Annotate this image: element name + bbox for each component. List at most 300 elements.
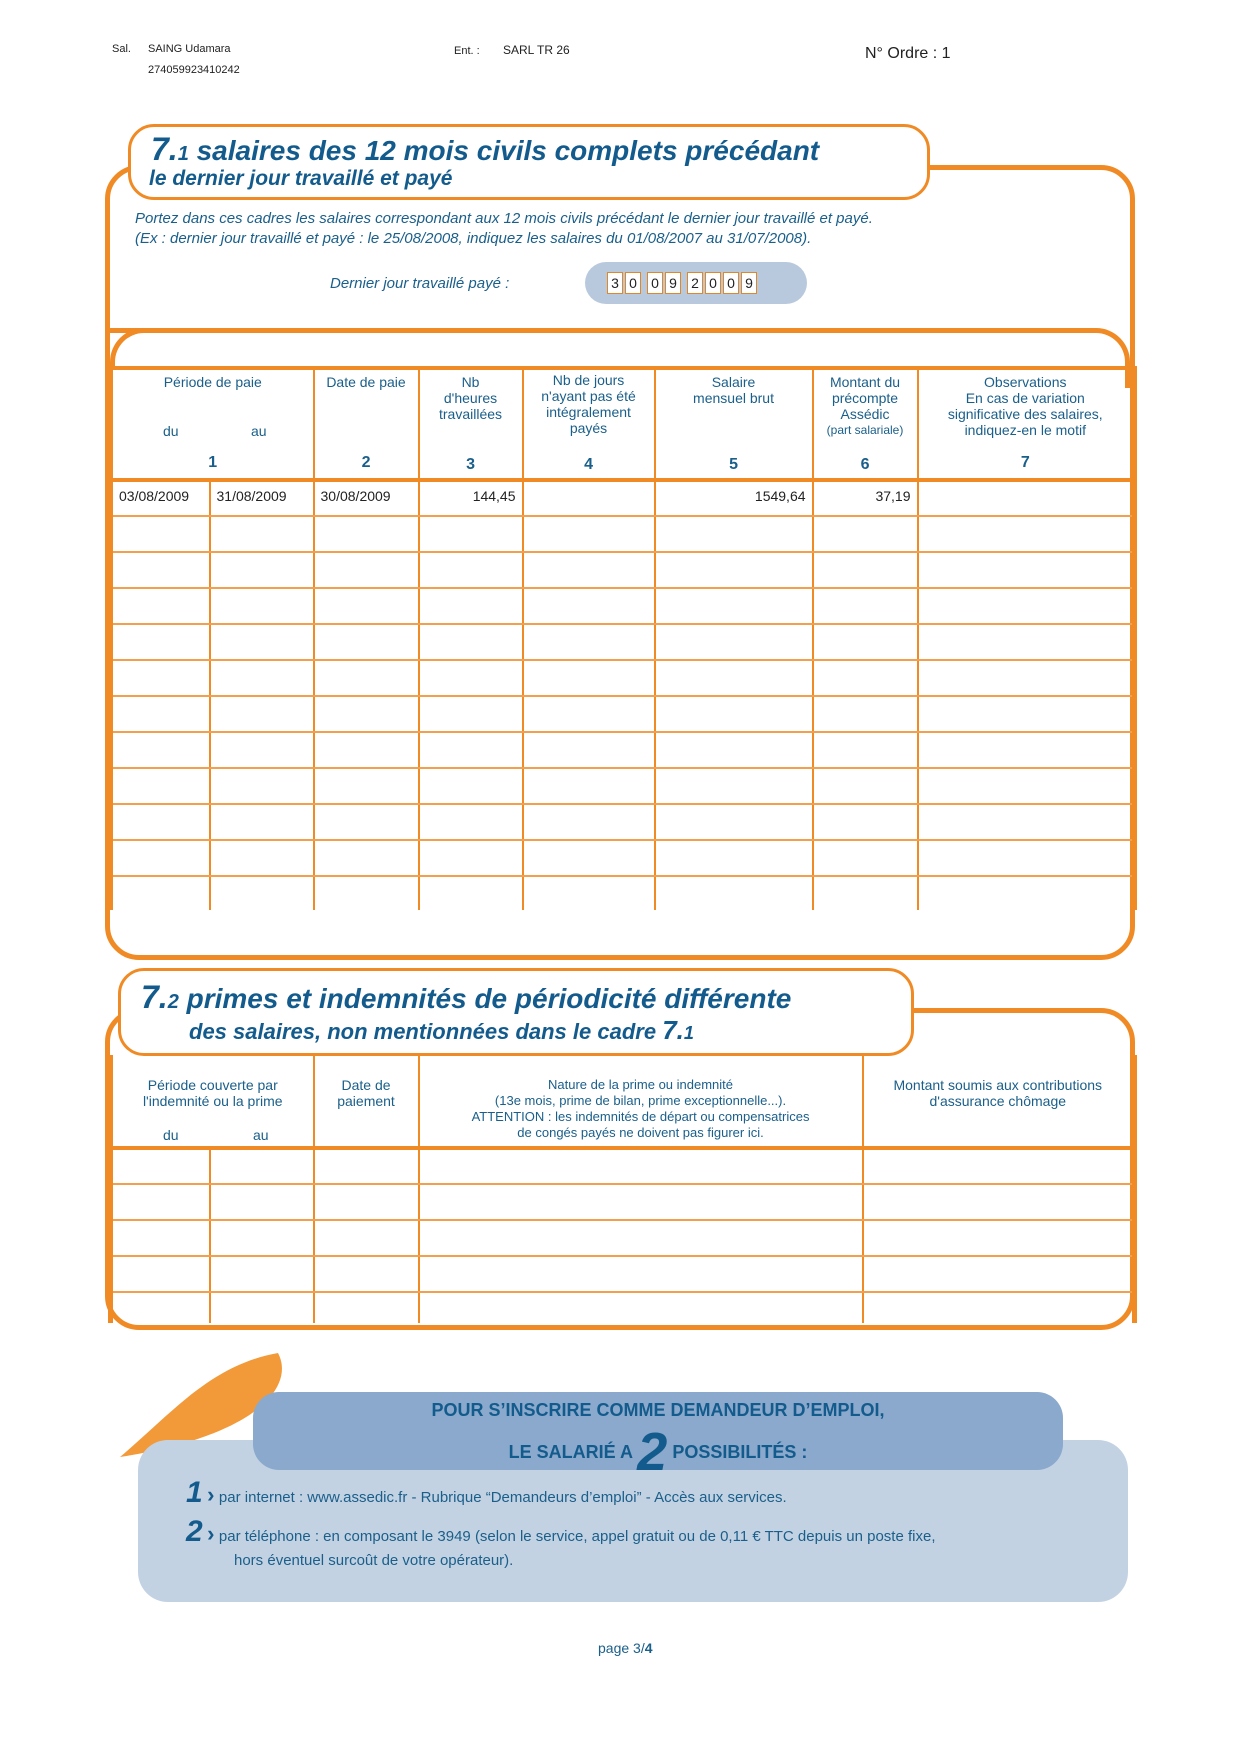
order-number: N° Ordre : 1 (865, 45, 951, 62)
salary-cell-value: 30/08/2009 (320, 488, 391, 504)
salary-cell-value (315, 697, 418, 727)
salary-cell-salaire[interactable] (655, 840, 813, 876)
col-header-precompte-line: Assédic (840, 406, 890, 422)
salary-cell-value (524, 482, 654, 512)
page-number-total: 4 (644, 1640, 653, 1656)
bonus-cell-value (420, 1221, 862, 1251)
col-header-jours-line: n'ayant pas été (541, 388, 636, 404)
salary-cell-value (814, 841, 917, 871)
section-72-title-line2-text: des salaires, non mentionnées dans le cadre (189, 1019, 663, 1044)
salary-cell-observations[interactable] (918, 552, 1135, 588)
bonus-cell-au[interactable] (210, 1184, 314, 1220)
bonus-cell-montant[interactable] (863, 1292, 1135, 1323)
salary-cell-value (113, 697, 209, 727)
salary-row (111, 480, 1135, 516)
banner-item-phone (186, 1515, 936, 1549)
bonus-cell-value (315, 1221, 418, 1251)
bonus-col-header-periode (111, 1055, 314, 1148)
col-header-heures-line: Nb (461, 374, 480, 390)
col-header-observations-line: Observations (984, 374, 1067, 390)
last-day-digit[interactable]: 3 (607, 272, 623, 294)
salary-cell-value (315, 625, 418, 655)
salary-cell-heures[interactable] (419, 732, 523, 768)
salary-cell-observations[interactable] (918, 840, 1135, 876)
salary-cell-value (315, 805, 418, 835)
salary-cell-salaire[interactable] (655, 480, 813, 516)
salary-cell-jours[interactable] (523, 768, 655, 804)
salary-cell-value (814, 553, 917, 583)
salary-row (111, 768, 1135, 804)
salary-row (111, 552, 1135, 588)
salary-cell-jours[interactable] (523, 552, 655, 588)
employer-label: Ent. : (454, 45, 480, 57)
bonus-cell-value (864, 1293, 1133, 1323)
salary-cell-value (656, 805, 812, 835)
salary-cell-au[interactable] (210, 624, 314, 660)
salary-cell-au[interactable] (210, 516, 314, 552)
bonus-cell-value (315, 1150, 418, 1180)
salary-cell-observations[interactable] (918, 804, 1135, 840)
bonus-cell-du[interactable] (111, 1256, 210, 1292)
salary-cell-precompte[interactable] (813, 768, 918, 804)
salary-cell-value (315, 589, 418, 619)
salary-cell-jours[interactable] (523, 624, 655, 660)
salary-table-header (111, 368, 1135, 480)
salary-cell-du[interactable] (111, 840, 210, 876)
bonus-col-header-periode-line: Période couverte par (147, 1077, 278, 1093)
bonus-cell-date[interactable] (314, 1256, 419, 1292)
salary-cell-observations[interactable] (918, 696, 1135, 732)
salary-cell-value (524, 841, 654, 871)
salary-cell-date-paie[interactable] (314, 768, 419, 804)
salary-cell-precompte[interactable] (813, 480, 918, 516)
last-day-digit[interactable]: 0 (723, 272, 739, 294)
bonus-cell-montant[interactable] (863, 1148, 1135, 1184)
last-day-digits (607, 272, 759, 294)
bonus-cell-au[interactable] (210, 1220, 314, 1256)
salary-cell-value (919, 697, 1133, 727)
bonus-col-header-nature (419, 1055, 863, 1148)
salary-cell-du[interactable] (111, 588, 210, 624)
bonus-cell-value (420, 1150, 862, 1180)
salary-cell-heures[interactable] (419, 876, 523, 910)
bonus-col-header-periode-line: l'indemnité ou la prime (142, 1093, 283, 1109)
salary-cell-date-paie[interactable] (314, 732, 419, 768)
salary-cell-du[interactable] (111, 732, 210, 768)
salary-cell-precompte[interactable] (813, 588, 918, 624)
bonus-cell-du[interactable] (111, 1148, 210, 1184)
salary-cell-value (814, 877, 917, 907)
bonus-cell-au[interactable] (210, 1292, 314, 1323)
salary-cell-value (919, 805, 1133, 835)
bonus-cell-montant[interactable] (863, 1256, 1135, 1292)
bonus-cell-date[interactable] (314, 1292, 419, 1323)
col-header-heures (419, 368, 523, 480)
col-header-observations-line: En cas de variation (965, 390, 1085, 406)
bonus-cell-montant[interactable] (863, 1220, 1135, 1256)
salary-cell-precompte[interactable] (813, 516, 918, 552)
banner-item-text-continued: hors éventuel surcoût de votre opérateur). (234, 1552, 514, 1569)
salary-cell-du[interactable] (111, 660, 210, 696)
salary-cell-salaire[interactable] (655, 624, 813, 660)
salary-cell-jours[interactable] (523, 840, 655, 876)
bonus-cell-au[interactable] (210, 1148, 314, 1184)
salary-cell-value (919, 841, 1133, 871)
salary-cell-value (919, 661, 1133, 691)
salary-cell-value (524, 661, 654, 691)
salary-cell-salaire[interactable] (655, 732, 813, 768)
salary-cell-heures[interactable] (419, 552, 523, 588)
section-71-intro-line2: (Ex : dernier jour travaillé et payé : le 25/08/2008, indiquez les salaires du 01/08/2007 au 31/07/2008). (135, 230, 812, 247)
salary-cell-value (113, 841, 209, 871)
col-header-precompte-line: (part salariale) (826, 423, 904, 437)
salary-cell-heures[interactable] (419, 804, 523, 840)
bonus-cell-value (864, 1185, 1133, 1215)
salary-cell-jours[interactable] (523, 876, 655, 910)
salary-row (111, 624, 1135, 660)
bonus-cell-value (420, 1185, 862, 1215)
salary-cell-date-paie[interactable] (314, 516, 419, 552)
bonus-col-header-nature-line: Nature de la prime ou indemnité (548, 1077, 734, 1092)
salary-cell-heures[interactable] (419, 840, 523, 876)
salary-cell-du[interactable] (111, 624, 210, 660)
salary-row (111, 660, 1135, 696)
salary-cell-observations[interactable] (918, 516, 1135, 552)
salary-cell-salaire[interactable] (655, 696, 813, 732)
bonus-cell-value (211, 1293, 313, 1323)
salary-cell-value (919, 553, 1133, 583)
salary-cell-value (315, 733, 418, 763)
last-day-digit[interactable]: 0 (705, 272, 721, 294)
col-header-salaire (655, 368, 813, 480)
salary-cell-observations[interactable] (918, 588, 1135, 624)
salary-cell-value (315, 769, 418, 799)
col-number-7: 7 (1020, 454, 1030, 471)
salary-cell-au[interactable] (210, 804, 314, 840)
salary-cell-date-paie[interactable] (314, 480, 419, 516)
salary-cell-value (420, 517, 522, 547)
salary-cell-du[interactable] (111, 516, 210, 552)
salary-cell-value (113, 517, 209, 547)
salary-row (111, 876, 1135, 910)
col-header-heures-line: d'heures (443, 390, 498, 406)
salary-cell-heures[interactable] (419, 696, 523, 732)
page-number-label: page 3/ (598, 1640, 645, 1656)
bonus-cell-nature[interactable] (419, 1184, 863, 1220)
salary-cell-du[interactable] (111, 552, 210, 588)
col-header-observations-line: indiquez-en le motif (964, 422, 1086, 438)
bonus-table-header (111, 1055, 1135, 1148)
salary-cell-salaire[interactable] (655, 660, 813, 696)
salary-cell-jours[interactable] (523, 660, 655, 696)
salary-row (111, 588, 1135, 624)
col-header-precompte-line: Montant du (829, 374, 901, 390)
salary-cell-value: 37,19 (875, 488, 911, 504)
bonus-cell-value (211, 1185, 313, 1215)
salary-cell-value (656, 769, 812, 799)
employer-name: SARL TR 26 (503, 43, 570, 57)
salary-cell-value (524, 625, 654, 655)
salary-cell-value (211, 697, 313, 727)
salary-cell-value (315, 517, 418, 547)
col-header-observations-line: significative des salaires, (947, 406, 1103, 422)
salary-cell-au[interactable] (210, 768, 314, 804)
section-72-title-box (118, 968, 914, 1056)
section-72-ref-sub: 1 (683, 1023, 694, 1043)
banner-title-line1: POUR S’INSCRIRE COMME DEMANDEUR D’EMPLOI, (431, 1400, 885, 1420)
salary-cell-observations[interactable] (918, 624, 1135, 660)
salary-cell-date-paie[interactable] (314, 552, 419, 588)
salary-cell-value (656, 697, 812, 727)
salary-cell-value (524, 877, 654, 907)
salary-cell-value (524, 517, 654, 547)
salary-cell-value (814, 769, 917, 799)
salary-cell-salaire[interactable] (655, 552, 813, 588)
salary-cell-value (315, 553, 418, 583)
bonus-cell-value (113, 1185, 209, 1215)
banner-big-number: 2 (637, 1422, 668, 1482)
salary-cell-salaire[interactable] (655, 768, 813, 804)
bonus-col-header-date-line: paiement (337, 1093, 395, 1109)
salary-cell-heures[interactable] (419, 516, 523, 552)
last-day-digit[interactable]: 9 (741, 272, 757, 294)
bonus-table (108, 1055, 1137, 1323)
salary-row (111, 804, 1135, 840)
col-header-jours-line: intégralement (546, 404, 631, 420)
bonus-cell-value (211, 1150, 313, 1180)
bonus-col-header-au: au (253, 1127, 269, 1143)
salary-cell-observations[interactable] (918, 768, 1135, 804)
bonus-cell-value (211, 1221, 313, 1251)
salary-cell-heures[interactable] (419, 624, 523, 660)
last-day-digit[interactable]: 0 (647, 272, 663, 294)
salary-cell-observations[interactable] (918, 660, 1135, 696)
salary-cell-value (420, 553, 522, 583)
bonus-cell-du[interactable] (111, 1292, 210, 1323)
salary-cell-observations[interactable] (918, 876, 1135, 910)
bonus-cell-au[interactable] (210, 1256, 314, 1292)
salary-cell-value (919, 589, 1133, 619)
last-day-field[interactable] (585, 262, 807, 304)
salary-cell-jours[interactable] (523, 732, 655, 768)
salary-cell-value (656, 841, 812, 871)
salary-cell-value (919, 625, 1133, 655)
col-header-periode-label: Période de paie (163, 374, 262, 390)
salary-cell-value (420, 589, 522, 619)
salary-cell-date-paie[interactable] (314, 588, 419, 624)
last-day-digit[interactable]: 9 (665, 272, 681, 294)
salary-cell-date-paie[interactable] (314, 876, 419, 910)
salary-cell-value (919, 482, 1133, 512)
salary-cell-salaire[interactable] (655, 804, 813, 840)
bonus-cell-nature[interactable] (419, 1292, 863, 1323)
bonus-table-body (111, 1148, 1135, 1323)
salary-cell-au[interactable] (210, 840, 314, 876)
salary-cell-precompte[interactable] (813, 552, 918, 588)
banner-title-line2-after: POSSIBILITÉS : (667, 1442, 808, 1462)
banner-title-line2-before: LE SALARIÉ A (508, 1442, 638, 1462)
salary-cell-value (919, 769, 1133, 799)
salary-cell-salaire[interactable] (655, 588, 813, 624)
bonus-cell-value (315, 1257, 418, 1287)
salary-cell-date-paie[interactable] (314, 696, 419, 732)
salary-cell-value: 03/08/2009 (119, 488, 190, 504)
salary-cell-heures[interactable] (419, 768, 523, 804)
salary-row (111, 732, 1135, 768)
bonus-row (111, 1292, 1135, 1323)
bonus-cell-date[interactable] (314, 1220, 419, 1256)
bonus-cell-nature[interactable] (419, 1256, 863, 1292)
bonus-cell-nature[interactable] (419, 1220, 863, 1256)
salary-cell-value (919, 877, 1133, 907)
salary-cell-precompte[interactable] (813, 840, 918, 876)
employee-number: 274059923410242 (148, 64, 240, 76)
salary-cell-value (524, 733, 654, 763)
salary-cell-precompte[interactable] (813, 660, 918, 696)
salary-cell-value (524, 769, 654, 799)
salary-cell-value (211, 841, 313, 871)
banner-item-text: par internet : www.assedic.fr - Rubrique “Demandeurs d’emploi” - Accès aux services. (218, 1489, 787, 1506)
salary-cell-value (211, 733, 313, 763)
section-71-title-line2: le dernier jour travaillé et payé (149, 167, 453, 190)
employee-name: SAING Udamara (148, 43, 231, 55)
banner-item-number: 2 (186, 1515, 203, 1548)
bonus-row (111, 1148, 1135, 1184)
col-header-jours-line: Nb de jours (552, 372, 625, 388)
salary-cell-au[interactable] (210, 696, 314, 732)
bonus-cell-value (864, 1150, 1133, 1180)
salary-cell-value (656, 553, 812, 583)
salary-cell-value (656, 625, 812, 655)
bonus-cell-date[interactable] (314, 1184, 419, 1220)
salary-cell-value (814, 625, 917, 655)
salary-cell-value (524, 697, 654, 727)
salary-cell-du[interactable] (111, 876, 210, 910)
salary-cell-au[interactable] (210, 732, 314, 768)
salary-cell-value (420, 625, 522, 655)
bonus-cell-du[interactable] (111, 1220, 210, 1256)
bonus-cell-nature[interactable] (419, 1148, 863, 1184)
salary-cell-value (656, 661, 812, 691)
salary-cell-precompte[interactable] (813, 624, 918, 660)
salary-cell-date-paie[interactable] (314, 624, 419, 660)
bonus-cell-date[interactable] (314, 1148, 419, 1184)
banner-item-number: 1 (186, 1476, 203, 1509)
bonus-cell-montant[interactable] (863, 1184, 1135, 1220)
salary-cell-heures[interactable] (419, 588, 523, 624)
bonus-cell-du[interactable] (111, 1184, 210, 1220)
chevron-right-icon: › (207, 1521, 215, 1546)
salary-cell-precompte[interactable] (813, 696, 918, 732)
last-day-digit[interactable]: 2 (687, 272, 703, 294)
col-number-1: 1 (208, 454, 218, 471)
salary-cell-value (211, 769, 313, 799)
col-header-date-paie-label: Date de paie (326, 374, 406, 390)
salary-cell-du[interactable] (111, 768, 210, 804)
salary-cell-salaire[interactable] (655, 876, 813, 910)
salary-cell-value (814, 805, 917, 835)
salary-cell-value (420, 805, 522, 835)
salary-cell-au[interactable] (210, 552, 314, 588)
salary-cell-jours[interactable] (523, 696, 655, 732)
salary-cell-date-paie[interactable] (314, 840, 419, 876)
section-72-title-line1: primes et indemnités de périodicité différente (178, 983, 792, 1014)
salary-cell-precompte[interactable] (813, 732, 918, 768)
salary-cell-jours[interactable] (523, 516, 655, 552)
col-header-salaire-line: mensuel brut (693, 390, 774, 406)
salary-cell-precompte[interactable] (813, 876, 918, 910)
salary-cell-heures[interactable] (419, 660, 523, 696)
col-header-jours-line: payés (569, 420, 608, 436)
salary-cell-date-paie[interactable] (314, 660, 419, 696)
salary-cell-value (919, 733, 1133, 763)
col-header-precompte (813, 368, 918, 480)
bonus-row (111, 1184, 1135, 1220)
col-number-4: 4 (584, 456, 593, 473)
salary-cell-value (420, 769, 522, 799)
section-72-title (141, 979, 791, 1016)
salary-cell-value (113, 553, 209, 583)
salary-cell-value (211, 625, 313, 655)
salary-cell-jours[interactable] (523, 588, 655, 624)
salary-table (108, 366, 1137, 910)
salary-cell-au[interactable] (210, 588, 314, 624)
salary-cell-observations[interactable] (918, 480, 1135, 516)
salary-cell-precompte[interactable] (813, 804, 918, 840)
salary-cell-jours[interactable] (523, 804, 655, 840)
salary-cell-value (420, 697, 522, 727)
bonus-col-header-du: du (163, 1127, 179, 1143)
salary-cell-value: 1549,64 (754, 488, 806, 504)
last-day-digit[interactable]: 0 (625, 272, 641, 294)
bonus-col-header-montant (863, 1055, 1135, 1148)
salary-cell-du[interactable] (111, 696, 210, 732)
salary-cell-value (420, 877, 522, 907)
banner-item-text: par téléphone : en composant le 3949 (selon le service, appel gratuit ou de 0,11 € TTC depuis un poste fixe, (218, 1528, 936, 1545)
col-header-periode (111, 368, 314, 480)
bonus-col-header-nature-line: ATTENTION : les indemnités de départ ou compensatrices (471, 1109, 810, 1124)
chevron-right-icon: › (207, 1482, 215, 1507)
salary-cell-value (814, 697, 917, 727)
salary-cell-value (814, 589, 917, 619)
bonus-row (111, 1220, 1135, 1256)
salary-cell-du[interactable] (111, 804, 210, 840)
salary-cell-heures[interactable] (419, 480, 523, 516)
bonus-cell-value (315, 1185, 418, 1215)
salary-cell-au[interactable] (210, 480, 314, 516)
salary-cell-value (420, 733, 522, 763)
salary-cell-au[interactable] (210, 876, 314, 910)
salary-cell-date-paie[interactable] (314, 804, 419, 840)
salary-cell-value (656, 877, 812, 907)
salary-cell-observations[interactable] (918, 732, 1135, 768)
salary-cell-du[interactable] (111, 480, 210, 516)
salary-cell-jours[interactable] (523, 480, 655, 516)
salary-cell-value (524, 805, 654, 835)
section-71-subnumber: 1 (177, 143, 189, 165)
bonus-cell-value (211, 1257, 313, 1287)
salary-cell-value (211, 805, 313, 835)
salary-cell-value (656, 517, 812, 547)
salary-cell-au[interactable] (210, 660, 314, 696)
col-number-2: 2 (361, 454, 371, 471)
salary-cell-value (420, 841, 522, 871)
salary-cell-salaire[interactable] (655, 516, 813, 552)
bonus-cell-value (113, 1257, 209, 1287)
col-header-salaire-line: Salaire (711, 374, 756, 390)
bonus-cell-value (864, 1257, 1133, 1287)
salary-cell-value (524, 553, 654, 583)
